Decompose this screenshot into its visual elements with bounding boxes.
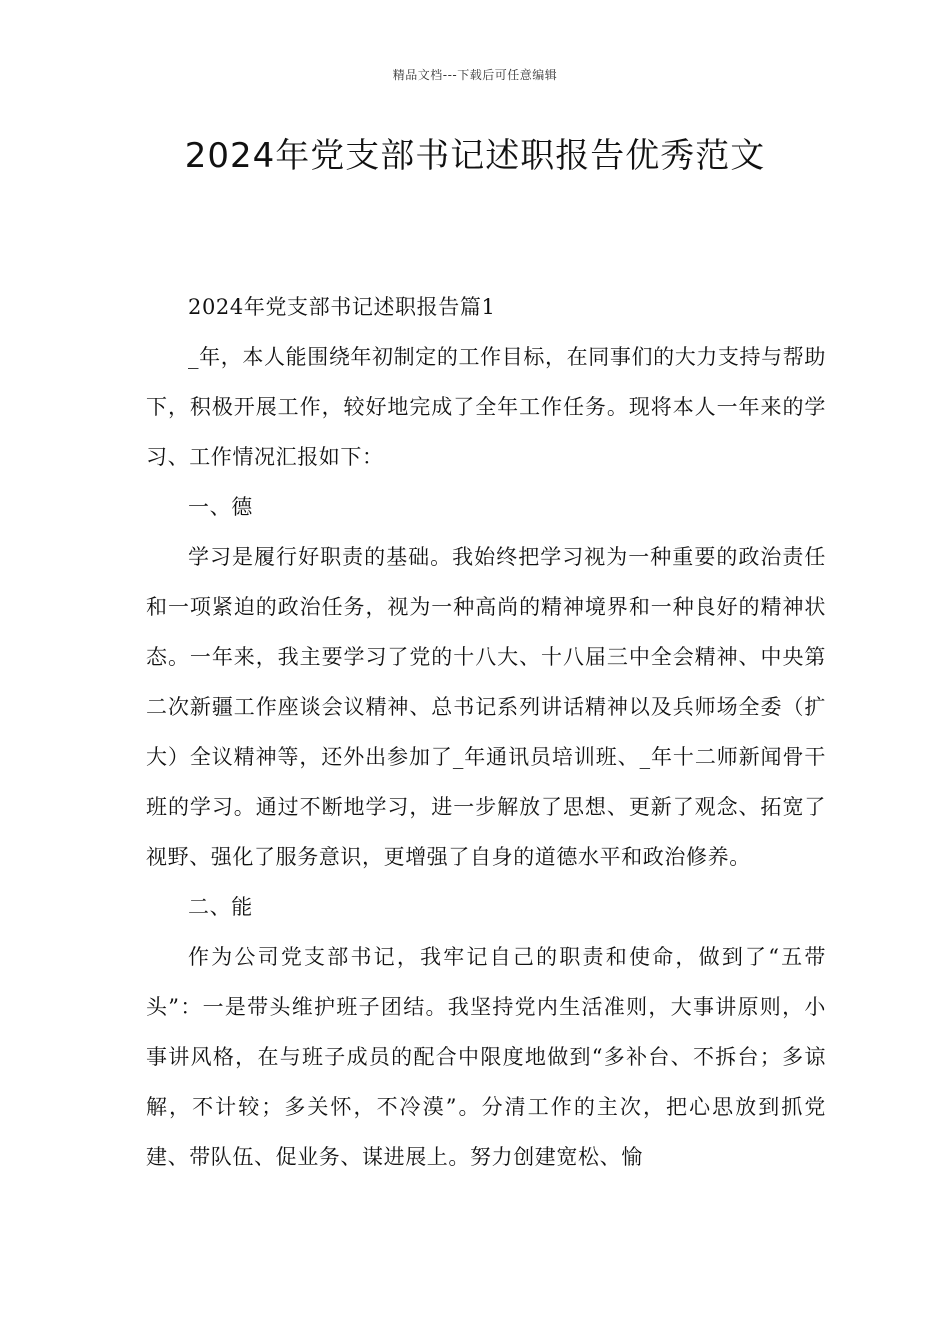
subheading-neng: 二、能 [188,895,253,919]
duties-paragraph: 作为公司党支部书记，我牢记自己的职责和使命，做到了“五带头”：一是带头维护班子团结。我坚持党内生活准则，大事讲原则，小事讲风格，在与班子成员的配合中限度地做到“多补台、不拆台；多谅解，不计较；多关怀，不冷漠”。分清工作的主次，把心思放到抓党建、带队伍、促业务、谋进展上。努力创建宽松、愉 [146,945,826,1169]
subheading-de: 一、德 [188,495,253,519]
document-title: 2024年党支部书记述职报告优秀范文 [184,136,766,176]
study-paragraph: 学习是履行好职责的基础。我始终把学习视为一种重要的政治责任和一项紧迫的政治任务，视为一种高尚的精神境界和一种良好的精神状态。一年来，我主要学习了党的十八大、十八届三中全会精神、中央第二次新疆工作座谈会议精神、总书记系列讲话精神以及兵师场全委（扩大）全议精神等，还外出参加了_年通讯员培训班、_年十二师新闻骨干班的学习。通过不断地学习，进一步解放了思想、更新了观念、拓宽了视野、强化了服务意识，更增强了自身的道德水平和政治修养。 [146,545,826,869]
section-heading: 2024年党支部书记述职报告篇1 [188,295,496,319]
intro-paragraph: _年，本人能围绕年初制定的工作目标，在同事们的大力支持与帮助下，积极开展工作，较好地完成了全年工作任务。现将本人一年来的学习、工作情况汇报如下： [146,345,826,469]
page-header-note: 精品文档---下载后可任意编辑 [392,68,558,82]
document-body [146,282,826,1182]
